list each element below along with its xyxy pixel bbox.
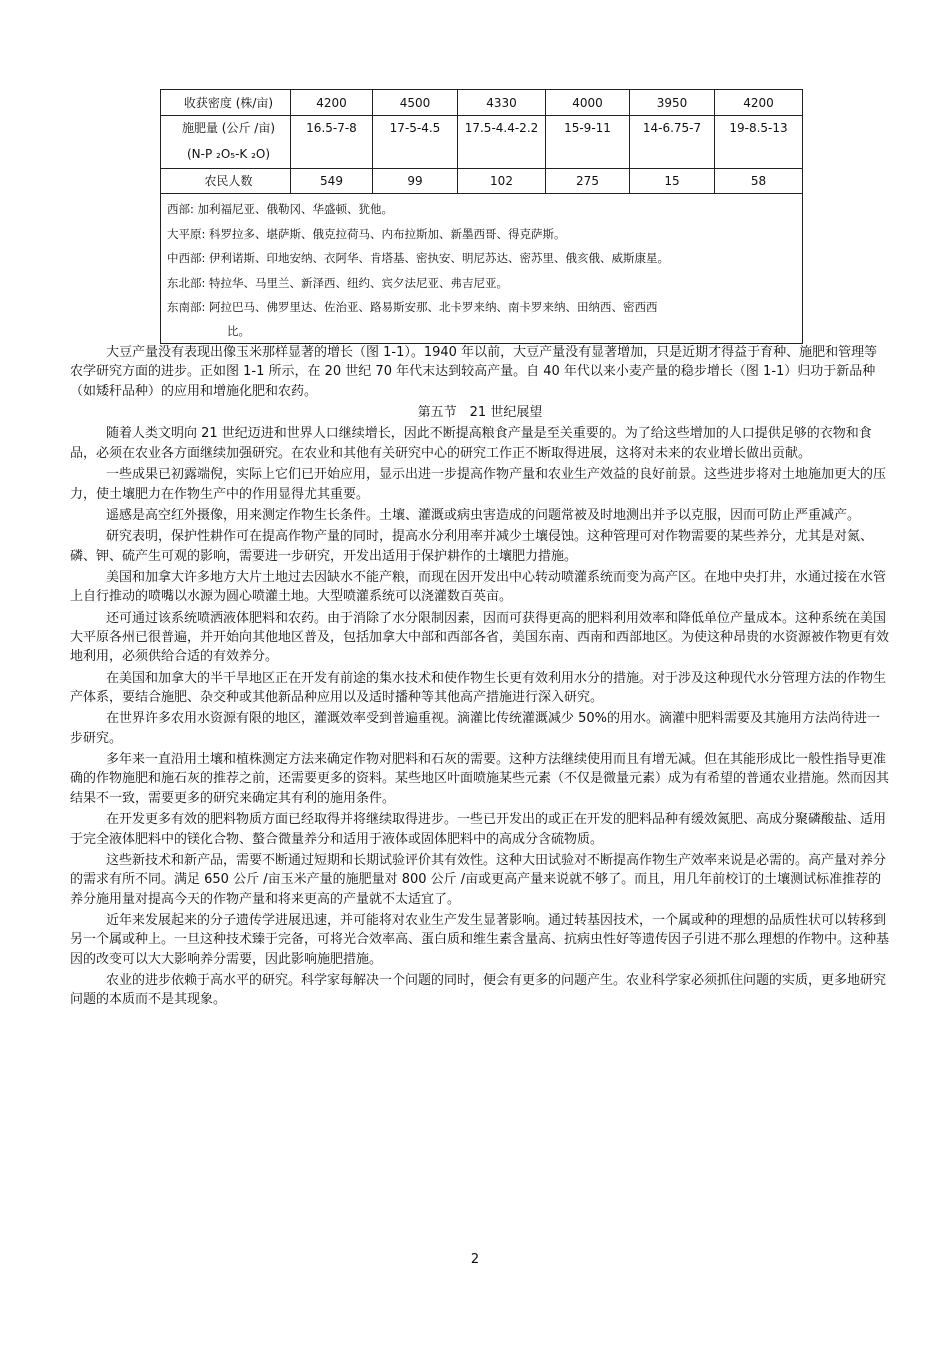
table-cell: 275 xyxy=(546,169,630,194)
paragraph: 近年来发展起来的分子遗传学进展迅速，并可能将对农业生产发生显著影响。通过转基因技术，一个属或种的理想的品质性状可以转移到另一个属或种上。一旦这种技术臻于完备，可将光合效率高、蛋白质和维生素含量高、抗病虫性好等遗传因子引进不那么理想的作物中。这种基因的改变可以大大影响养分需要，因此影响施肥措施。 xyxy=(70,912,890,967)
region-northeast: 东北部: 特拉华、马里兰、新泽西、纽约、宾夕法尼亚、弗吉尼亚。 xyxy=(167,275,509,290)
fertilizer-label-line2: (N-P ₂O₅-K ₂O) xyxy=(186,147,271,161)
table-row-farmers xyxy=(161,169,803,194)
table-cell: 19-8.5-13 xyxy=(715,116,803,169)
region-west: 西部: 加利福尼亚、俄勒冈、华盛顿、犹他。 xyxy=(167,202,394,216)
region-notes xyxy=(161,194,803,344)
paragraph: 还可通过该系统喷洒液体肥料和农药。由于消除了水分限制因素，因而可获得更高的肥料利用效率和降低单位产量成本。这种系统在美国大平原各州已很普遍，并开始向其他地区普及，包括加拿大中部和西部各省，美国东南、西南和西部地区。为使这种昂贵的水资源被作物更有效地利用，必须供给合适的有效养分。 xyxy=(70,610,890,665)
table-cell: 102 xyxy=(458,169,546,194)
table-cell: 3950 xyxy=(630,90,715,116)
paragraph: 在世界许多农用水资源有限的地区，灌溉效率受到普遍重视。滴灌比传统灌溉减少 50%的用水。滴灌中肥料需要及其施用方法尚待进一步研究。 xyxy=(70,711,881,746)
paragraph: 农业的进步依赖于高水平的研究。科学家每解决一个问题的同时，便会有更多的问题产生。农业科学家必须抓住问题的实质，更多地研究问题的本质而不是其现象。 xyxy=(70,973,887,1008)
body-text xyxy=(70,343,890,1012)
table-cell: 549 xyxy=(291,169,373,194)
region-southeast: 东南部: 阿拉巴马、佛罗里达、佐治亚、路易斯安那、北卡罗来纳、南卡罗来纳、田纳西、密西西 xyxy=(167,300,658,314)
table-row-density xyxy=(161,90,803,116)
table-row-fertilizer xyxy=(161,116,803,169)
table-cell: 58 xyxy=(715,169,803,194)
table-cell: 4200 xyxy=(715,90,803,116)
table-cell: 4500 xyxy=(373,90,458,116)
table-cell: 4330 xyxy=(458,90,546,116)
table-cell: 4200 xyxy=(291,90,373,116)
paragraph: 随着人类文明向 21 世纪迈进和世界人口继续增长，因此不断提高粮食产量是至关重要的。为了给这些增加的人口提供足够的衣物和食品，必须在农业各方面继续加强研究。在农业和其他有关研究中心的研究工作正不断取得进展，这将对未来的农业增长做出贡献。 xyxy=(70,426,872,461)
region-great-plains: 大平原: 科罗拉多、堪萨斯、俄克拉荷马、内布拉斯加、新墨西哥、得克萨斯。 xyxy=(167,226,566,241)
paragraph: 在美国和加拿大的半干旱地区正在开发有前途的集水技术和使作物生长更有效利用水分的措施。对于涉及这种现代水分管理方法的作物生产体系，要结合施肥、杂交种或其他新品种应用以及适时播种等其他高产措施进行深入研究。 xyxy=(70,670,887,706)
region-southeast-continued: 比。 xyxy=(227,323,250,338)
paragraph: 一些成果已初露端倪，实际上它们已开始应用，显示出进一步提高作物产量和农业生产效益的良好前景。这些进步将对土地施加更大的压力，使土壤肥力在作物生产中的作用显得尤其重要。 xyxy=(70,467,887,502)
table-cell: 15-9-11 xyxy=(546,116,630,169)
paragraph: 这些新技术和新产品，需要不断通过短期和长期试验评价其有效性。这种大田试验对不断提高作物生产效率来说是必需的。高产量对养分的需求有所不同。满足 650 公斤 /亩玉米产量的施肥量对 800 公斤 /亩或更高产量来说就不够了。而且，用几年前校订的土壤测试标准推荐的养分施用量对提高今天的作物产量和将来更高的产量就不太适宜了。 xyxy=(70,852,887,907)
region-midwest: 中西部: 伊利诺斯、印地安纳、衣阿华、肯塔基、密执安、明尼苏达、密苏里、俄亥俄、威斯康星。 xyxy=(167,251,670,265)
section-title: 第五节 21 世纪展望 xyxy=(417,405,543,421)
table-cell: 17.5-4.4-2.2 xyxy=(458,116,546,169)
survey-table xyxy=(160,89,803,344)
fertilizer-label-line1: 施肥量 (公斤 /亩) xyxy=(181,121,276,135)
row-label-fertilizer xyxy=(161,116,291,169)
row-label-density: 收获密度 (株/亩) xyxy=(161,90,291,116)
table-row-regions xyxy=(161,194,803,344)
paragraph: 遥感是高空红外摄像，用来测定作物生长条件。土壤、灌溉或病虫害造成的问题常被及时地测出并予以克服，因而可防止严重减产。 xyxy=(106,507,861,523)
table-cell: 17-5-4.5 xyxy=(373,116,458,169)
table-cell: 99 xyxy=(373,169,458,194)
table-cell: 14-6.75-7 xyxy=(630,116,715,169)
table-cell: 15 xyxy=(630,169,715,194)
paragraph: 美国和加拿大许多地方大片土地过去因缺水不能产粮，而现在因开发出中心转动喷灌系统而变为高产区。在地中央打井，水通过接在水管上自行推动的喷嘴以水源为圆心喷灌土地。大型喷灌系统可以浇灌数百英亩。 xyxy=(70,569,887,605)
paragraph-soybean: 大豆产量没有表现出像玉米那样显著的增长（图 1-1）。1940 年以前，大豆产量没有显著增加，只是近期才得益于育种、施肥和管理等农学研究方面的进步。正如图 1-1 所示，在 20 世纪 70 年代末达到较高产量。自 40 年代以来小麦产量的稳步增长（图 1-1）归功于新品种（如矮秆品种）的应用和增施化肥和农药。 xyxy=(70,345,878,399)
page-number: 2 xyxy=(470,1252,480,1267)
paragraph: 研究表明，保护性耕作可在提高作物产量的同时，提高水分利用率并减少土壤侵蚀。这种管理可对作物需要的某些养分，尤其是对氮、磷、钾、硫产生可观的影响，需要进一步研究，开发出适用于保护耕作的土壤肥力措施。 xyxy=(70,529,874,564)
table-cell: 16.5-7-8 xyxy=(291,116,373,169)
paragraph: 在开发更多有效的肥料物质方面已经取得并将继续取得进步。一些已开发出的或正在开发的肥料品种有缓效氮肥、高成分聚磷酸盐、适用于完全液体肥料中的镁化合物、螯合微量养分和适用于液体或固体肥料中的高成分含硫物质。 xyxy=(70,812,887,847)
table-cell: 4000 xyxy=(546,90,630,116)
paragraph: 多年来一直沿用土壤和植株测定方法来确定作物对肥料和石灰的需要。这种方法继续使用而且有增无减。但在其能形成比一般性指导更准确的作物施肥和施石灰的推荐之前，还需要更多的资料。某些地区叶面喷施某些元素（不仅是微量元素）成为有希望的普通农业措施。然而因其结果不一致，需要更多的研究来确定其有利的施用条件。 xyxy=(70,752,890,806)
row-label-farmers: 农民人数 xyxy=(161,169,291,194)
